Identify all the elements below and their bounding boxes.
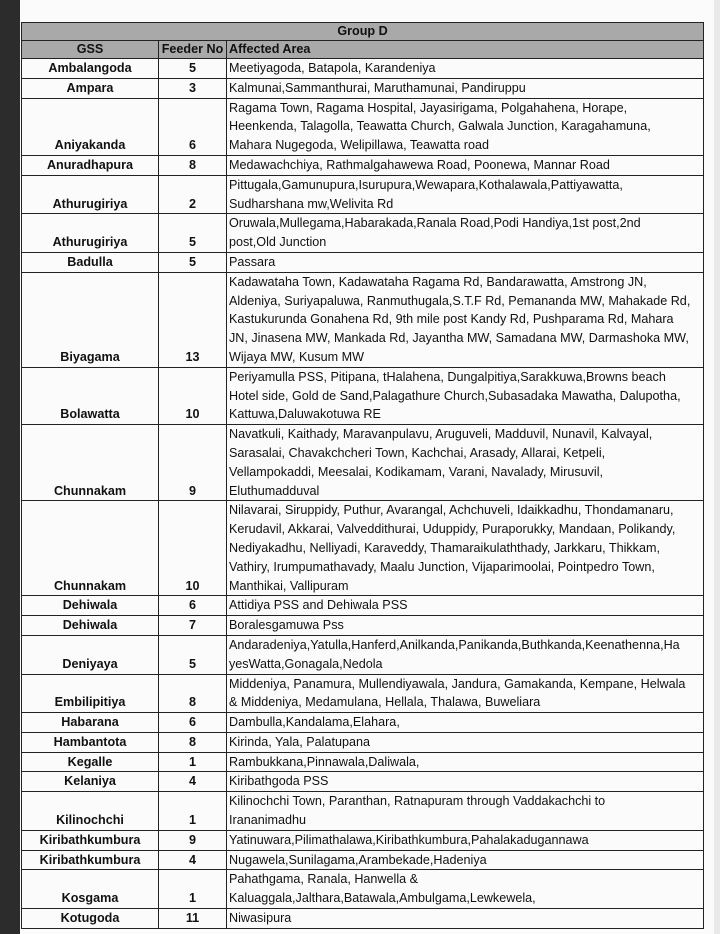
- feeder-cell: 3: [159, 78, 227, 98]
- feeder-cell: 1: [159, 870, 227, 909]
- table-row: [22, 616, 704, 636]
- affected-area-cell: [227, 98, 704, 155]
- table-row: [22, 732, 704, 752]
- table-row: [22, 155, 704, 175]
- affected-area-line: Rambukkana,Pinnawala,Daliwala,: [229, 754, 420, 769]
- gss-cell: Kiribathkumbura: [22, 850, 159, 870]
- affected-area-line: Wijaya MW, Kusum MW: [229, 349, 365, 364]
- gss-cell: Athurugiriya: [22, 175, 159, 214]
- table-row: [22, 98, 704, 155]
- affected-area-cell: [227, 155, 704, 175]
- table-body: [22, 59, 704, 929]
- table-row: [22, 850, 704, 870]
- gss-cell: Chunnakam: [22, 501, 159, 596]
- affected-area-line: Meetiyagoda, Batapola, Karandeniya: [229, 61, 436, 75]
- affected-area-cell: [227, 272, 704, 367]
- feeder-cell: 11: [159, 909, 227, 929]
- feeder-cell: 1: [159, 792, 227, 831]
- affected-area-line: Middeniya, Panamura, Mullendiyawala, Jandura, Gamakanda, Kempane, Helwala: [229, 676, 686, 691]
- affected-area-cell: [227, 59, 704, 79]
- affected-area-line: Pittugala,Gamunupura,Isurupura,Wewapara,Kothalawala,Pattiyawatta,: [229, 177, 623, 192]
- table-row: [22, 175, 704, 214]
- affected-area-cell: [227, 501, 704, 596]
- affected-area-line: Ragama Town, Ragama Hospital, Jayasirigama, Polgahahena, Horape,: [229, 100, 628, 115]
- gss-cell: Aniyakanda: [22, 98, 159, 155]
- feeder-cell: 10: [159, 501, 227, 596]
- affected-area-line: Attidiya PSS and Dehiwala PSS: [229, 598, 408, 613]
- right-edge: [714, 0, 720, 934]
- gss-cell: Hambantota: [22, 732, 159, 752]
- gss-cell: Ambalangoda: [22, 59, 159, 79]
- table-row: [22, 78, 704, 98]
- gss-cell: Habarana: [22, 713, 159, 733]
- affected-area-line: Irananimadhu: [229, 813, 307, 828]
- affected-area-cell: [227, 850, 704, 870]
- affected-area-line: Vellampokaddi, Meesalai, Kodikamam, Varani, Navalady, Mirusuvil,: [229, 464, 604, 479]
- affected-area-cell: [227, 616, 704, 636]
- affected-area-line: Nugawela,Sunilagama,Arambekade,Hadeniya: [229, 852, 487, 867]
- feeder-cell: 7: [159, 616, 227, 636]
- affected-area-cell: [227, 752, 704, 772]
- gss-cell: Chunnakam: [22, 425, 159, 501]
- table-row: [22, 635, 704, 674]
- affected-area-cell: [227, 425, 704, 501]
- gss-cell: Anuradhapura: [22, 155, 159, 175]
- table-row: [22, 501, 704, 596]
- gss-cell: Dehiwala: [22, 596, 159, 616]
- feeder-cell: 5: [159, 214, 227, 253]
- gss-cell: Kiribathkumbura: [22, 830, 159, 850]
- gss-cell: Kegalle: [22, 752, 159, 772]
- affected-area-cell: [227, 830, 704, 850]
- column-header-row: [22, 41, 704, 59]
- affected-area-line: Sudharshana mw,Welivita Rd: [229, 196, 394, 211]
- gss-cell: Deniyaya: [22, 635, 159, 674]
- affected-area-cell: [227, 713, 704, 733]
- feeder-cell: 2: [159, 175, 227, 214]
- affected-area-line: yesWatta,Gonagala,Nedola: [229, 656, 383, 671]
- gss-cell: Kelaniya: [22, 772, 159, 792]
- affected-area-line: Medawachchiya, Rathmalgahawewa Road, Poonewa, Mannar Road: [229, 157, 610, 172]
- table-row: [22, 752, 704, 772]
- gss-cell: Embilipitiya: [22, 674, 159, 713]
- affected-area-line: Heenkenda, Talagolla, Teawatta Church, Galwala Junction, Karagahamuna,: [229, 119, 651, 134]
- affected-area-line: Kerudavil, Akkarai, Valveddithurai, Uduppidy, Puraporukky, Mandaan, Polikandy,: [229, 522, 676, 537]
- feeder-cell: 13: [159, 272, 227, 367]
- feeder-cell: 6: [159, 98, 227, 155]
- feeder-cell: 4: [159, 772, 227, 792]
- affected-area-line: Boralesgamuwa Pss: [229, 618, 344, 633]
- affected-area-line: Kalmunai,Sammanthurai, Maruthamunai, Pandiruppu: [229, 80, 526, 95]
- affected-area-line: Mahara Nugegoda, Welipillawa, Teawatta road: [229, 138, 489, 153]
- feeder-cell: 1: [159, 752, 227, 772]
- affected-area-cell: [227, 252, 704, 272]
- feeder-cell: 9: [159, 830, 227, 850]
- affected-area-line: Oruwala,Mullegama,Habarakada,Ranala Road,Podi Handiya,1st post,2nd: [229, 216, 641, 231]
- group-title: Group D: [22, 23, 704, 41]
- table-row: [22, 596, 704, 616]
- affected-area-line: Kattuwa,Daluwakotuwa RE: [229, 407, 381, 422]
- affected-area-cell: [227, 792, 704, 831]
- feeder-cell: 6: [159, 596, 227, 616]
- table-row: [22, 214, 704, 253]
- affected-area-cell: [227, 635, 704, 674]
- affected-area-line: Eluthumadduval: [229, 483, 320, 498]
- affected-area-cell: [227, 909, 704, 929]
- feeder-cell: 8: [159, 155, 227, 175]
- affected-area-cell: [227, 772, 704, 792]
- affected-area-line: Niwasipura: [229, 911, 292, 926]
- column-header-feeder: Feeder No: [159, 41, 227, 59]
- gss-cell: Kilinochchi: [22, 792, 159, 831]
- column-header-gss: GSS: [22, 41, 159, 59]
- affected-area-cell: [227, 732, 704, 752]
- affected-area-line: Periyamulla PSS, Pitipana, tHalahena, Dungalpitiya,Sarakkuwa,Browns beach: [229, 369, 666, 384]
- feeder-cell: 4: [159, 850, 227, 870]
- affected-area-line: Passara: [229, 254, 276, 269]
- affected-area-line: Kilinochchi Town, Paranthan, Ratnapuram through Vaddakachchi to: [229, 794, 606, 809]
- gss-cell: Kosgama: [22, 870, 159, 909]
- gss-cell: Badulla: [22, 252, 159, 272]
- gss-cell: Dehiwala: [22, 616, 159, 636]
- affected-area-line: Vathiry, Irumpumathavady, Maalu Junction, Vijaparimoolai, Pointpedro Town,: [229, 559, 655, 574]
- affected-area-line: Manthikai, Vallipuram: [229, 578, 349, 593]
- feeder-table: [21, 22, 704, 929]
- affected-area-cell: [227, 78, 704, 98]
- affected-area-line: & Middeniya, Medamulana, Hellala, Thalawa, Buweliara: [229, 695, 541, 710]
- affected-area-line: Nilavarai, Siruppidy, Puthur, Avarangal, Achchuveli, Idaikkadhu, Thondamanaru,: [229, 503, 674, 518]
- affected-area-cell: [227, 870, 704, 909]
- affected-area-line: Aldeniya, Suriyapaluwa, Ranmuthugala,S.T.F Rd, Pemananda MW, Mahakade Rd,: [229, 293, 691, 308]
- affected-area-line: Dambulla,Kandalama,Elahara,: [229, 715, 400, 730]
- feeder-cell: 6: [159, 713, 227, 733]
- affected-area-line: Navatkuli, Kaithady, Maravanpulavu, Aruguveli, Madduvil, Nunavil, Kalvayal,: [229, 427, 653, 442]
- affected-area-line: Kaluaggala,Jalthara,Batawala,Ambulgama,Lewkewela,: [229, 891, 536, 906]
- affected-area-line: Andaradeniya,Yatulla,Hanferd,Anilkanda,Panikanda,Buthkanda,Keenathenna,Ha: [229, 637, 680, 652]
- affected-area-line: Nediyakadhu, Nelliyadi, Karaveddy, Thamaraikulaththady, Jarkkaru, Thikkam,: [229, 540, 660, 555]
- affected-area-line: Kastukurunda Gonahena Rd, 9th mile post Kandy Rd, Pushparama Rd, Mahara: [229, 312, 674, 327]
- feeder-cell: 5: [159, 252, 227, 272]
- gss-cell: Ampara: [22, 78, 159, 98]
- feeder-cell: 10: [159, 367, 227, 424]
- table-row: [22, 367, 704, 424]
- table-row: [22, 272, 704, 367]
- table-row: [22, 830, 704, 850]
- affected-area-line: JN, Jinasena MW, Mankada Rd, Jayantha MW, Samadana MW, Darmashoka MW,: [229, 331, 689, 346]
- table-row: [22, 674, 704, 713]
- affected-area-cell: [227, 596, 704, 616]
- affected-area-cell: [227, 214, 704, 253]
- left-edge-shadow: [0, 0, 20, 934]
- gss-cell: Biyagama: [22, 272, 159, 367]
- table-row: [22, 59, 704, 79]
- affected-area-line: Sarasalai, Chavakchcheri Town, Kachchai, Arasady, Allarai, Ketpeli,: [229, 445, 606, 460]
- table-row: [22, 713, 704, 733]
- gss-cell: Athurugiriya: [22, 214, 159, 253]
- table-row: [22, 252, 704, 272]
- affected-area-line: Kadawataha Town, Kadawataha Ragama Rd, Bandarawatta, Amstrong JN,: [229, 274, 647, 289]
- feeder-cell: 5: [159, 59, 227, 79]
- table-row: [22, 909, 704, 929]
- affected-area-line: post,Old Junction: [229, 235, 327, 250]
- table-row: [22, 425, 704, 501]
- table-row: [22, 792, 704, 831]
- document-sheet: [20, 0, 714, 934]
- group-title-row: [22, 23, 704, 41]
- gss-cell: Bolawatta: [22, 367, 159, 424]
- column-header-area: Affected Area: [227, 41, 704, 59]
- gss-cell: Kotugoda: [22, 909, 159, 929]
- feeder-cell: 8: [159, 674, 227, 713]
- affected-area-cell: [227, 175, 704, 214]
- feeder-cell: 8: [159, 732, 227, 752]
- affected-area-line: Pahathgama, Ranala, Hanwella &: [229, 872, 419, 887]
- affected-area-line: Hotel side, Gold de Sand,Palagathure Church,Subasadaka Mawatha, Dalupotha,: [229, 388, 681, 403]
- table-row: [22, 870, 704, 909]
- affected-area-cell: [227, 674, 704, 713]
- affected-area-line: Kiribathgoda PSS: [229, 774, 329, 789]
- feeder-cell: 5: [159, 635, 227, 674]
- affected-area-line: Yatinuwara,Pilimathalawa,Kiribathkumbura,Pahalakadugannawa: [229, 832, 589, 847]
- affected-area-line: Kirinda, Yala, Palatupana: [229, 734, 370, 749]
- table-row: [22, 772, 704, 792]
- feeder-cell: 9: [159, 425, 227, 501]
- affected-area-cell: [227, 367, 704, 424]
